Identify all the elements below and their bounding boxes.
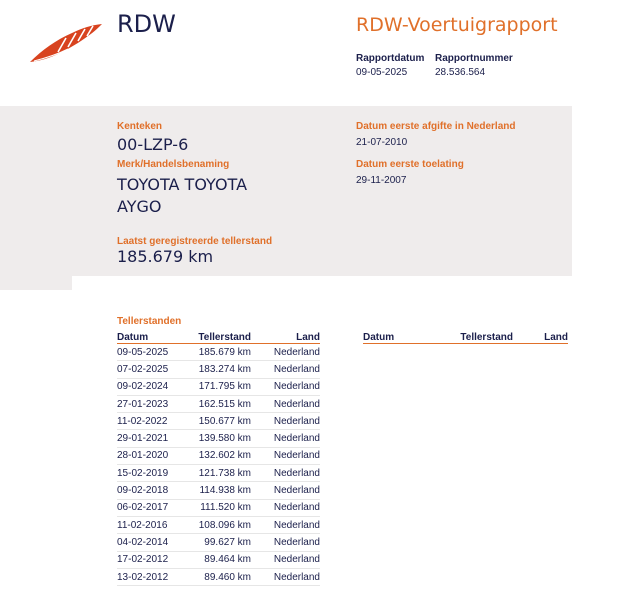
table-row — [117, 482, 320, 499]
reading-date: 15-02-2019 — [117, 465, 187, 482]
table-row — [117, 395, 320, 412]
reading-odometer: 171.795 km — [187, 378, 251, 395]
readings-table-header — [117, 330, 320, 344]
reading-date: 29-01-2021 — [117, 430, 187, 447]
reading-country: Nederland — [251, 430, 320, 447]
column-header-date: Datum — [117, 330, 187, 344]
reading-odometer: 89.464 km — [187, 551, 251, 568]
reading-odometer: 89.460 km — [187, 568, 251, 585]
reading-odometer: 162.515 km — [187, 395, 251, 412]
report-date-label: Rapportdatum — [356, 53, 425, 64]
reading-odometer: 185.679 km — [187, 344, 251, 361]
reading-date: 17-02-2012 — [117, 551, 187, 568]
reading-date: 07-02-2025 — [117, 361, 187, 378]
reading-country: Nederland — [251, 482, 320, 499]
table-row — [117, 344, 320, 361]
report-date-value: 09-05-2025 — [356, 67, 408, 78]
reading-country: Nederland — [251, 465, 320, 482]
reading-odometer: 183.274 km — [187, 361, 251, 378]
reading-country: Nederland — [251, 361, 320, 378]
first-admission-value: 29-11-2007 — [356, 175, 407, 186]
first-registration-nl-label: Datum eerste afgifte in Nederland — [356, 121, 516, 132]
make-label: Merk/Handelsbenaming — [117, 159, 230, 170]
table-row — [117, 465, 320, 482]
table-row — [117, 534, 320, 551]
column-header-country: Land — [513, 330, 568, 344]
reading-odometer: 111.520 km — [187, 499, 251, 516]
reading-country: Nederland — [251, 344, 320, 361]
reading-date: 28-01-2020 — [117, 447, 187, 464]
readings-table — [117, 330, 320, 586]
table-row — [117, 361, 320, 378]
reading-country: Nederland — [251, 395, 320, 412]
rdw-feather-logo-icon — [28, 22, 104, 66]
reading-country: Nederland — [251, 568, 320, 585]
reading-date: 11-02-2022 — [117, 413, 187, 430]
reading-odometer: 99.627 km — [187, 534, 251, 551]
plate-value: 00-LZP-6 — [117, 135, 189, 154]
make-value-line2: AYGO — [117, 197, 162, 216]
brand-name: RDW — [117, 10, 176, 38]
reading-date: 27-01-2023 — [117, 395, 187, 412]
first-registration-nl-value: 21-07-2010 — [356, 137, 408, 148]
table-row — [117, 447, 320, 464]
reading-odometer: 114.938 km — [187, 482, 251, 499]
reading-country: Nederland — [251, 516, 320, 533]
reading-odometer: 139.580 km — [187, 430, 251, 447]
table-row — [117, 568, 320, 585]
table-row — [117, 413, 320, 430]
reading-country: Nederland — [251, 551, 320, 568]
readings-table-continued-header — [363, 330, 568, 344]
odometer-value: 185.679 km — [117, 247, 214, 266]
reading-country: Nederland — [251, 447, 320, 464]
reading-date: 09-05-2025 — [117, 344, 187, 361]
reading-country: Nederland — [251, 413, 320, 430]
reading-country: Nederland — [251, 534, 320, 551]
odometer-label: Laatst geregistreerde tellerstand — [117, 236, 273, 247]
column-header-odometer: Tellerstand — [433, 330, 513, 344]
report-number-label: Rapportnummer — [435, 53, 513, 64]
reading-date: 09-02-2024 — [117, 378, 187, 395]
report-number-value: 28.536.564 — [435, 67, 486, 78]
make-value-line1: TOYOTA TOYOTA — [117, 175, 248, 194]
reading-country: Nederland — [251, 378, 320, 395]
table-row — [117, 499, 320, 516]
plate-label: Kenteken — [117, 121, 163, 132]
readings-table-continued — [363, 330, 568, 344]
reading-date: 06-02-2017 — [117, 499, 187, 516]
column-header-country: Land — [251, 330, 320, 344]
table-row — [117, 551, 320, 568]
reading-odometer: 150.677 km — [187, 413, 251, 430]
reading-date: 09-02-2018 — [117, 482, 187, 499]
reading-date: 04-02-2014 — [117, 534, 187, 551]
readings-section-title: Tellerstanden — [117, 316, 182, 327]
first-admission-label: Datum eerste toelating — [356, 159, 464, 170]
column-header-date: Datum — [363, 330, 433, 344]
report-title: RDW-Voertuigrapport — [356, 14, 558, 36]
reading-date: 13-02-2012 — [117, 568, 187, 585]
column-header-odometer: Tellerstand — [187, 330, 251, 344]
reading-odometer: 132.602 km — [187, 447, 251, 464]
table-row — [117, 516, 320, 533]
reading-odometer: 108.096 km — [187, 516, 251, 533]
reading-date: 11-02-2016 — [117, 516, 187, 533]
vehicle-info-panel-tab — [0, 276, 72, 290]
table-row — [117, 430, 320, 447]
reading-odometer: 121.738 km — [187, 465, 251, 482]
reading-country: Nederland — [251, 499, 320, 516]
table-row — [117, 378, 320, 395]
